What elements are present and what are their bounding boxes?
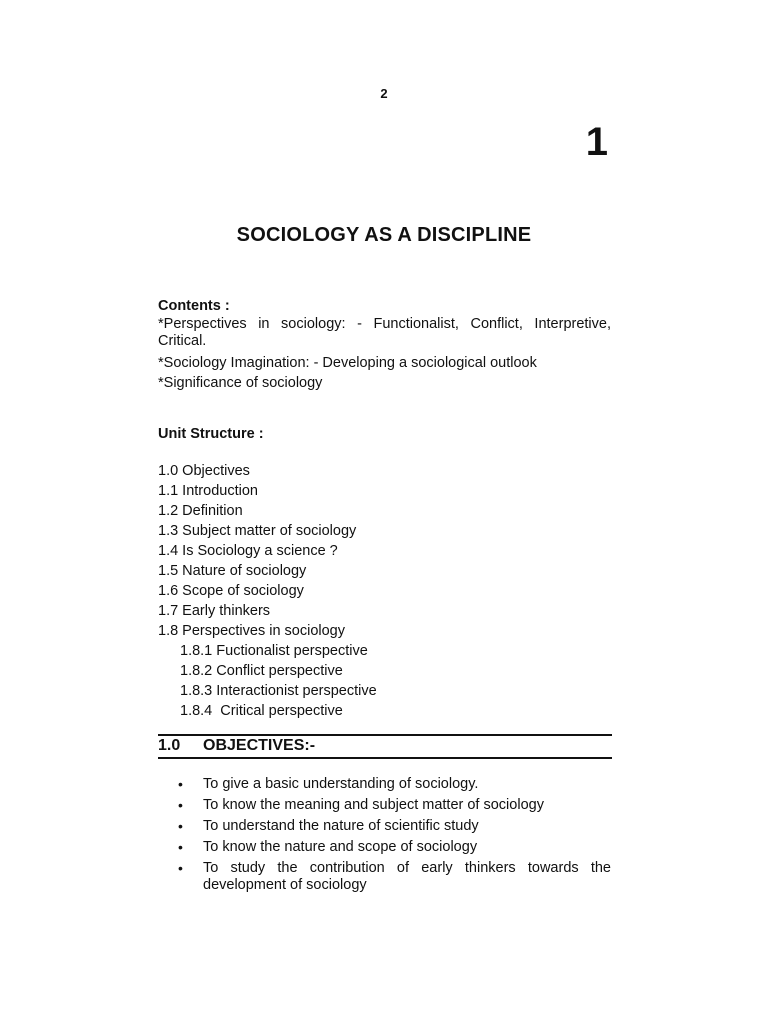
bullet-icon: •	[178, 839, 183, 855]
unit-item: 1.7 Early thinkers	[158, 603, 271, 619]
unit-subitem: 1.8.2 Conflict perspective	[180, 663, 343, 679]
objectives-section-heading	[158, 737, 315, 755]
section-number: 1.0	[158, 737, 181, 754]
contents-block	[158, 296, 611, 393]
chapter-title: SOCIOLOGY AS A DISCIPLINE	[236, 224, 532, 246]
unit-subitem: 1.8.4 Critical perspective	[180, 703, 343, 719]
objective-text: To give a basic understanding of sociology.	[203, 776, 479, 792]
unit-item: 1.0 Objectives	[158, 463, 250, 479]
objective-item	[178, 860, 611, 893]
objective-text: To know the nature and scope of sociology	[203, 839, 478, 855]
objectives-list	[178, 776, 611, 898]
objective-item	[178, 818, 611, 835]
section-title: OBJECTIVES:-	[203, 737, 316, 754]
unit-item: 1.3 Subject matter of sociology	[158, 523, 357, 539]
unit-item: 1.4 Is Sociology a science ?	[158, 543, 338, 559]
unit-item: 1.5 Nature of sociology	[158, 563, 307, 579]
chapter-number: 1	[585, 120, 608, 164]
page-number: 2	[380, 86, 388, 101]
section-top-rule	[158, 734, 612, 736]
objective-text: To understand the nature of scientific study	[203, 818, 479, 834]
bullet-icon: •	[178, 797, 183, 813]
unit-item: 1.8 Perspectives in sociology	[158, 623, 345, 639]
unit-subitem: 1.8.3 Interactionist perspective	[180, 683, 377, 699]
bullet-icon: •	[178, 818, 183, 834]
objective-text: To know the meaning and subject matter of sociology	[203, 797, 544, 813]
section-bottom-rule	[158, 757, 612, 759]
unit-subitem: 1.8.1 Fuctionalist perspective	[180, 643, 368, 659]
unit-structure-heading: Unit Structure :	[158, 426, 264, 442]
contents-item: *Perspectives in sociology: - Functionalist, Conflict, Interpretive, Critical.	[158, 316, 611, 349]
unit-item: 1.6 Scope of sociology	[158, 583, 304, 599]
objective-item	[178, 797, 611, 814]
objective-item	[178, 776, 611, 793]
objective-text: To study the contribution of early thinkers towards the development of sociology	[203, 860, 611, 893]
contents-heading: Contents :	[158, 298, 230, 314]
contents-item: *Significance of sociology	[158, 375, 323, 391]
objective-item	[178, 839, 611, 856]
contents-item: *Sociology Imagination: - Developing a sociological outlook	[158, 355, 537, 371]
unit-item: 1.1 Introduction	[158, 483, 258, 499]
unit-structure-list	[158, 461, 611, 721]
unit-item: 1.2 Definition	[158, 503, 243, 519]
bullet-icon: •	[178, 776, 183, 792]
bullet-icon: •	[178, 860, 183, 876]
